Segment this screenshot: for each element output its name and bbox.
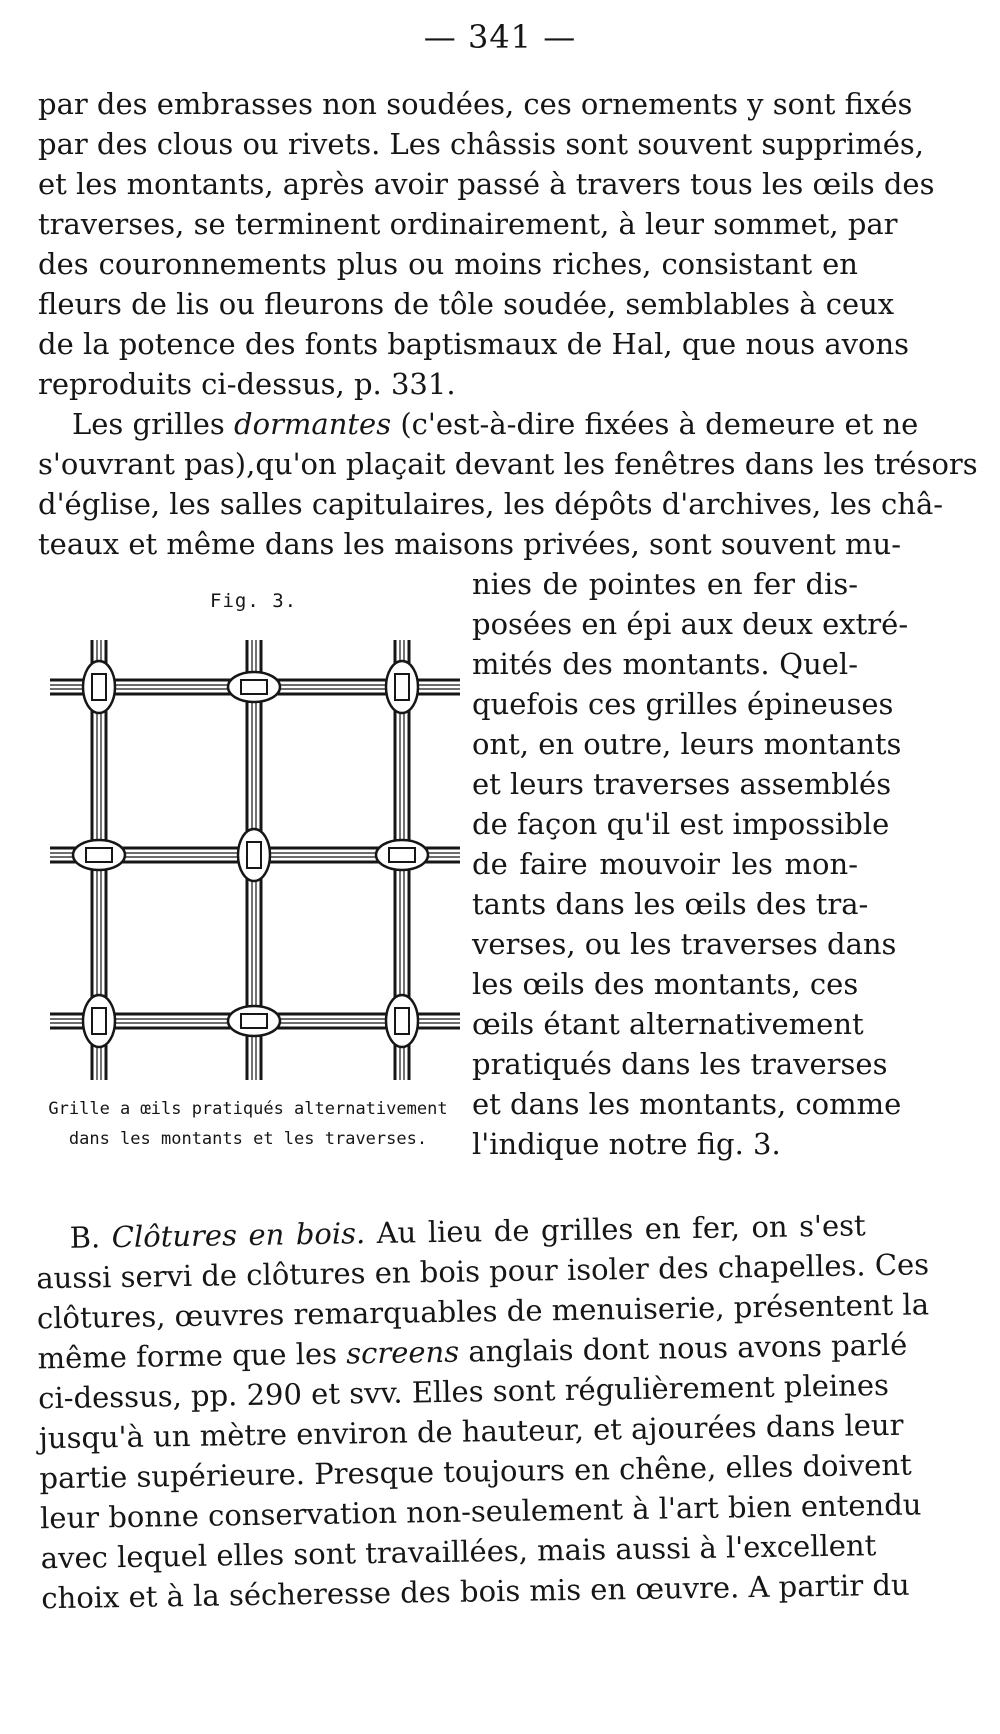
column-line: et dans les montants, comme bbox=[472, 1087, 902, 1121]
text-line: traverses, se terminent ordinairement, à leur sommet, par bbox=[38, 207, 898, 241]
text-line: fleurs de lis ou fleurons de tôle soudée, semblables à ceux bbox=[38, 287, 895, 321]
column-line: quefois ces grilles épineuses bbox=[472, 687, 894, 721]
text-line: leur bonne conservation non-seulement à l'art bien entendu bbox=[39, 1487, 922, 1536]
column-line: nies de pointes en fer dis- bbox=[472, 567, 858, 601]
text-line: par des embrasses non soudées, ces ornements y sont fixés bbox=[38, 87, 913, 121]
column-line: ont, en outre, leurs montants bbox=[472, 727, 902, 761]
column-line: et leurs traverses assemblés bbox=[472, 767, 892, 801]
column-line: posées en épi aux deux extré- bbox=[472, 607, 909, 641]
column-line: pratiqués dans les traverses bbox=[472, 1047, 888, 1081]
text-span: Au lieu de grilles en fer, on s'est bbox=[364, 1208, 866, 1251]
column-line: œils étant alternativement bbox=[472, 1007, 864, 1041]
text-line: clôtures, œuvres remarquables de menuiserie, présentent la bbox=[36, 1287, 930, 1336]
text-span: anglais dont nous avons parlé bbox=[458, 1327, 908, 1369]
figure-caption-line: Grille a œils pratiqués alternativement bbox=[48, 1099, 448, 1119]
column-line: les œils des montants, ces bbox=[472, 967, 859, 1001]
text-line: aussi servi de clôtures en bois pour isoler des chapelles. Ces bbox=[36, 1247, 930, 1296]
text-line: ci-dessus, pp. 290 et svv. Elles sont régulièrement pleines bbox=[37, 1367, 890, 1416]
text-line: teaux et même dans les maisons privées, sont souvent mu- bbox=[38, 527, 901, 561]
column-line: tants dans les œils des tra- bbox=[472, 887, 869, 921]
text-line: s'ouvrant pas),qu'on plaçait devant les fenêtres dans les trésors bbox=[38, 447, 978, 481]
text-line: jusqu'à un mètre environ de hauteur, et ajourées dans leur bbox=[38, 1407, 904, 1456]
text-span: (c'est-à-dire fixées à demeure et ne bbox=[391, 407, 919, 441]
section-heading: Clôtures en bois. bbox=[111, 1216, 366, 1255]
text-line: et les montants, après avoir passé à travers tous les œils des bbox=[38, 167, 935, 201]
column-line: de façon qu'il est impossible bbox=[472, 807, 890, 841]
italic-term: dormantes bbox=[234, 407, 392, 441]
text-line: choix et à la sécheresse des bois mis en œuvre. A partir du bbox=[41, 1567, 910, 1616]
figure-caption-line: dans les montants et les traverses. bbox=[68, 1129, 428, 1149]
column-line: verses, ou les traverses dans bbox=[472, 927, 897, 961]
text-line: avec lequel elles sont travaillées, mais aussi à l'excellent bbox=[40, 1528, 877, 1576]
text-line: de la potence des fonts baptismaux de Hal, que nous avons bbox=[38, 327, 910, 361]
column-line: mités des montants. Quel- bbox=[472, 647, 858, 681]
text-line: par des clous ou rivets. Les châssis sont souvent supprimés, bbox=[38, 127, 924, 161]
text-span: même forme que les bbox=[37, 1336, 347, 1376]
text-line: partie supérieure. Presque toujours en chêne, elles doivent bbox=[39, 1447, 912, 1496]
text-line: des couronnements plus ou moins riches, consistant en bbox=[38, 247, 858, 281]
column-line: l'indique notre fig. 3. bbox=[472, 1127, 781, 1161]
text-span: Les grilles bbox=[72, 407, 235, 441]
section-letter: B. bbox=[69, 1220, 113, 1255]
page-number: — 341 — bbox=[423, 18, 577, 56]
italic-term: screens bbox=[345, 1334, 460, 1371]
figure-label: Fig. 3. bbox=[210, 590, 298, 612]
column-line: de faire mouvoir les mon- bbox=[472, 847, 858, 881]
text-line: d'église, les salles capitulaires, les dépôts d'archives, les châ- bbox=[38, 487, 944, 521]
text-line: reproduits ci-dessus, p. 331. bbox=[38, 367, 456, 401]
